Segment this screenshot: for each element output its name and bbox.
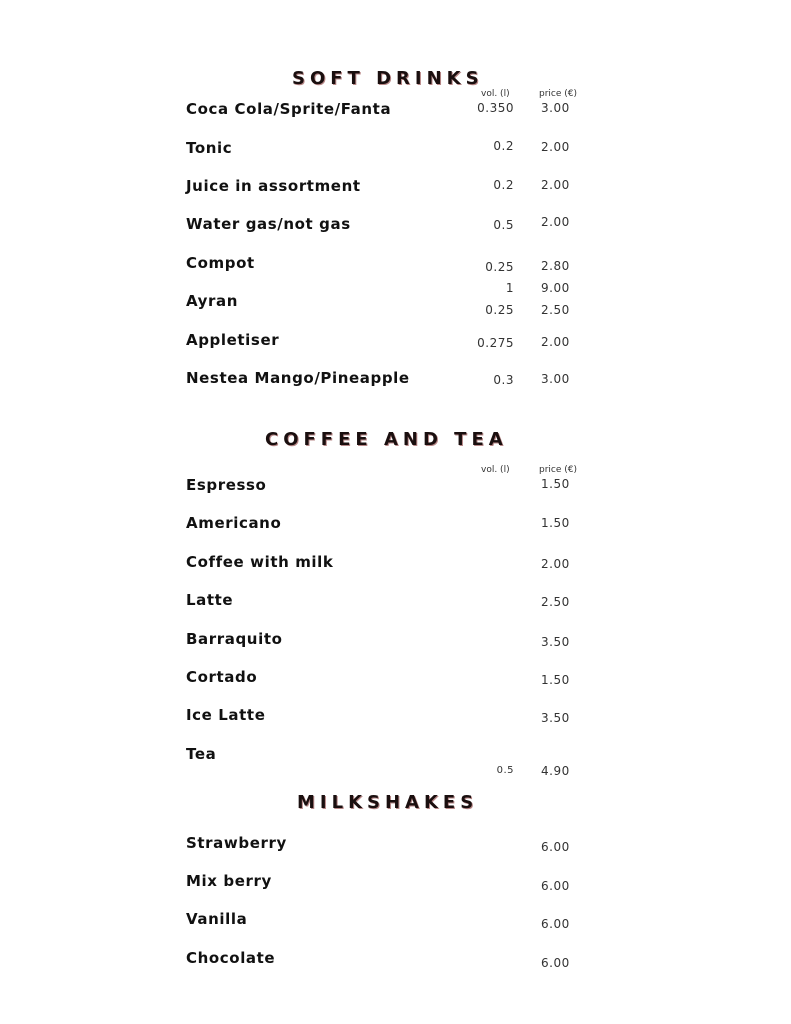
soft-drink-name: Water gas/not gas (186, 215, 351, 233)
soft-drink-vol: 0.25 (485, 260, 514, 274)
soft-drink-price: 2.80 (541, 259, 570, 273)
milkshake-price: 6.00 (541, 956, 570, 970)
coffee-price: 3.50 (541, 635, 570, 649)
coffee-price: 3.50 (541, 711, 570, 725)
soft-drink-vol: 0.5 (493, 218, 514, 232)
soft-drink-name: Ayran (186, 292, 239, 310)
soft-drink-name: Juice in assortment (186, 177, 361, 195)
soft-drink-name: Appletiser (186, 331, 280, 349)
soft-drink-name: Compot (186, 254, 255, 272)
milkshake-price: 6.00 (541, 840, 570, 854)
soft-drink-vol: 0.350 (477, 101, 514, 115)
milkshake-name: Chocolate (186, 949, 276, 967)
soft-drink-price: 2.00 (541, 140, 570, 154)
milkshake-name: Mix berry (186, 872, 272, 890)
coffee-price: 2.00 (541, 557, 570, 571)
soft-drinks-vol-header: vol. (l) (481, 89, 510, 99)
soft-drinks-title: SOFT DRINKS (292, 68, 484, 89)
soft-drink-vol: 0.2 (493, 139, 514, 153)
coffee-name: Coffee with milk (186, 553, 334, 571)
soft-drink-vol: 0.3 (493, 373, 514, 387)
soft-drink-vol: 0.2 (493, 178, 514, 192)
soft-drink-price: 2.00 (541, 335, 570, 349)
coffee-tea-vol-header: vol. (l) (481, 465, 510, 475)
coffee-price: 4.90 (541, 764, 570, 778)
soft-drinks-price-header: price (€) (539, 89, 578, 99)
coffee-name: Americano (186, 514, 282, 532)
coffee-name: Espresso (186, 476, 267, 494)
coffee-vol: 0.5 (496, 765, 514, 776)
coffee-name: Barraquito (186, 630, 283, 648)
coffee-price: 1.50 (541, 477, 570, 491)
coffee-price: 2.50 (541, 595, 570, 609)
coffee-tea-title: COFFEE AND TEA (265, 429, 508, 450)
coffee-name: Ice Latte (186, 706, 266, 724)
milkshakes-title: MILKSHAKES (297, 792, 479, 813)
coffee-name: Latte (186, 591, 234, 609)
soft-drink-price: 9.00 (541, 281, 570, 295)
soft-drink-price: 2.00 (541, 178, 570, 192)
soft-drink-price-secondary: 2.50 (541, 303, 570, 317)
soft-drink-vol: 0.275 (477, 336, 514, 350)
soft-drink-price: 3.00 (541, 101, 570, 115)
soft-drink-name: Nestea Mango/Pineapple (186, 369, 410, 387)
soft-drink-price: 3.00 (541, 372, 570, 386)
soft-drink-name: Coca Cola/Sprite/Fanta (186, 100, 392, 118)
coffee-price: 1.50 (541, 516, 570, 530)
coffee-name: Cortado (186, 668, 258, 686)
soft-drink-vol: 1 (505, 281, 514, 295)
soft-drink-vol-secondary: 0.25 (485, 303, 514, 317)
milkshake-name: Vanilla (186, 910, 248, 928)
soft-drink-price: 2.00 (541, 215, 570, 229)
milkshake-price: 6.00 (541, 917, 570, 931)
milkshake-name: Strawberry (186, 834, 287, 852)
coffee-name: Tea (186, 745, 217, 763)
coffee-price: 1.50 (541, 673, 570, 687)
coffee-tea-price-header: price (€) (539, 465, 578, 475)
milkshake-price: 6.00 (541, 879, 570, 893)
soft-drink-name: Tonic (186, 139, 233, 157)
